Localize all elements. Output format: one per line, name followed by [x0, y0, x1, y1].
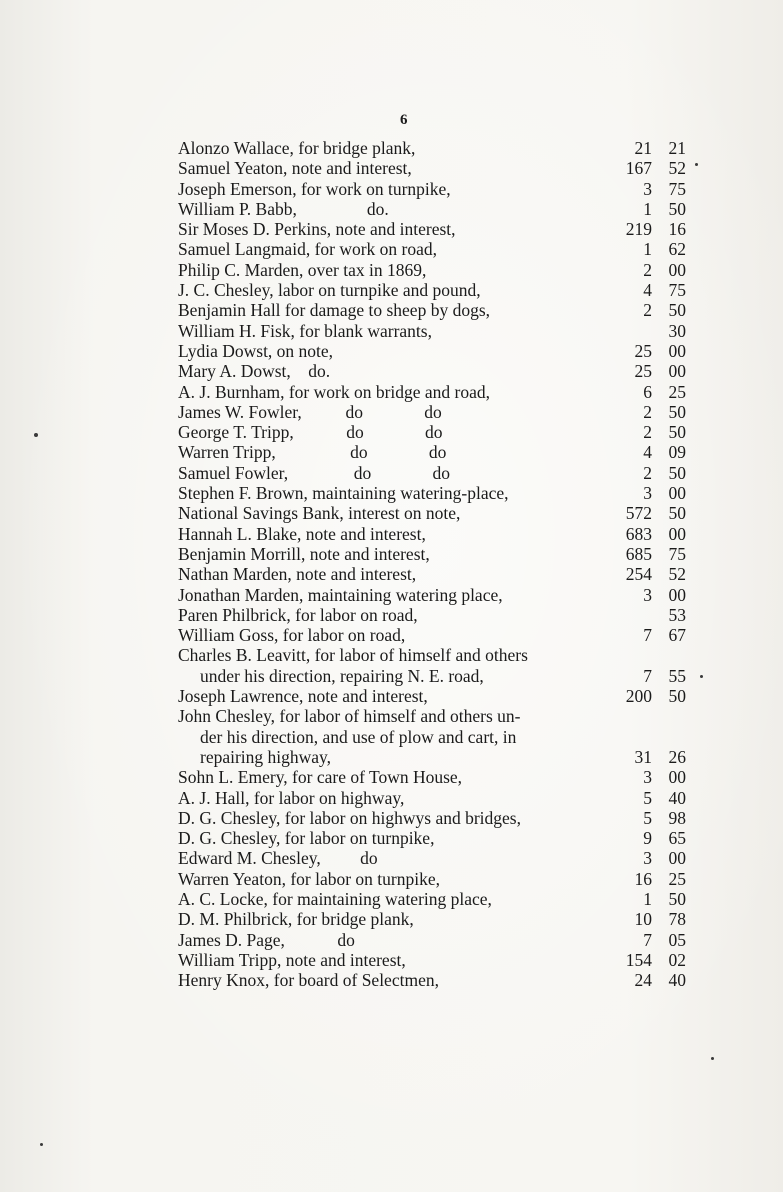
ledger-row: [178, 463, 688, 483]
entry-cents: 26: [668, 746, 686, 767]
entry-cents: 02: [668, 949, 686, 970]
entry-dollars: 2: [643, 401, 652, 422]
entry-cents: 00: [668, 848, 686, 869]
ledger-row: [178, 442, 688, 462]
entry-description: George T. Tripp, do do: [178, 422, 443, 443]
entry-description: Samuel Fowler, do do: [178, 462, 450, 483]
entry-description: under his direction, repairing N. E. road,: [200, 665, 484, 686]
entry-dollars: 7: [643, 929, 652, 950]
entry-dollars: 31: [634, 746, 652, 767]
ledger-row: [178, 260, 688, 280]
entry-cents: 50: [668, 686, 686, 707]
ledger-row: [178, 138, 688, 158]
entry-description: A. J. Burnham, for work on bridge and road,: [178, 381, 491, 402]
entry-description: der his direction, and use of plow and cart, in: [200, 726, 517, 747]
entry-dollars: 5: [643, 787, 652, 808]
entry-cents: 50: [668, 462, 686, 483]
entry-cents: 75: [668, 178, 686, 199]
ledger-row: [178, 605, 688, 625]
entry-description: Warren Yeaton, for labor on turnpike,: [178, 868, 440, 889]
entry-dollars: 1: [643, 239, 652, 260]
entry-dollars: 2: [643, 259, 652, 280]
entry-dollars: 24: [634, 970, 652, 991]
page-number: 6: [400, 112, 408, 128]
ledger-row: [178, 848, 688, 868]
entry-cents: 25: [668, 381, 686, 402]
entry-dollars: 6: [643, 381, 652, 402]
ledger-row: [178, 666, 688, 686]
entry-cents: 40: [668, 787, 686, 808]
entry-cents: 50: [668, 401, 686, 422]
entry-cents: 78: [668, 909, 686, 930]
entry-dollars: 7: [643, 665, 652, 686]
entry-cents: 00: [668, 259, 686, 280]
entry-cents: 50: [668, 503, 686, 524]
ledger-row: [178, 950, 688, 970]
ledger-row: [178, 179, 688, 199]
entry-description: Philip C. Marden, over tax in 1869,: [178, 259, 427, 280]
entry-dollars: 2: [643, 300, 652, 321]
entry-dollars: 5: [643, 807, 652, 828]
ledger-row: [178, 869, 688, 889]
ledger-row: [178, 199, 688, 219]
entry-cents: 16: [668, 219, 686, 240]
entry-cents: 67: [668, 625, 686, 646]
entry-cents: 00: [668, 483, 686, 504]
entry-description: Joseph Lawrence, note and interest,: [178, 686, 428, 707]
entry-description: Benjamin Hall for damage to sheep by dogs,: [178, 300, 491, 321]
entry-cents: 00: [668, 361, 686, 382]
ledger-row: [178, 239, 688, 259]
entry-description: Mary A. Dowst, do.: [178, 361, 331, 382]
ledger-row: [178, 585, 688, 605]
entry-description: William H. Fisk, for blank warrants,: [178, 320, 432, 341]
entry-cents: 65: [668, 828, 686, 849]
ledger-row: [178, 544, 688, 564]
ink-speck: [40, 1143, 43, 1146]
ledger-row: [178, 564, 688, 584]
ledger-row: [178, 727, 688, 747]
ink-speck: [711, 1057, 714, 1060]
ledger-row: [178, 625, 688, 645]
entry-description: Warren Tripp, do do: [178, 442, 447, 463]
entry-cents: 09: [668, 442, 686, 463]
entry-dollars: 167: [625, 158, 652, 179]
ledger-row: [178, 382, 688, 402]
entry-cents: 50: [668, 422, 686, 443]
entry-description: James D. Page, do: [178, 929, 355, 950]
entry-description: Hannah L. Blake, note and interest,: [178, 523, 426, 544]
entry-description: Stephen F. Brown, maintaining watering-place,: [178, 483, 509, 504]
entry-dollars: 21: [634, 138, 652, 158]
entry-cents: 30: [668, 320, 686, 341]
entry-description: D. G. Chesley, for labor on turnpike,: [178, 828, 435, 849]
ledger-row: [178, 889, 688, 909]
entry-dollars: 3: [643, 178, 652, 199]
entry-dollars: 4: [643, 280, 652, 301]
ledger-row: [178, 280, 688, 300]
entry-dollars: 1: [643, 888, 652, 909]
ledger-row: [178, 747, 688, 767]
ledger-row: [178, 158, 688, 178]
entry-dollars: 3: [643, 584, 652, 605]
entry-cents: 25: [668, 868, 686, 889]
entry-dollars: 254: [625, 564, 652, 585]
entry-description: William Tripp, note and interest,: [178, 949, 406, 970]
ledger-row: [178, 300, 688, 320]
entry-dollars: 1: [643, 198, 652, 219]
entry-description: A. C. Locke, for maintaining watering place,: [178, 888, 492, 909]
entry-dollars: 2: [643, 422, 652, 443]
entry-cents: 75: [668, 280, 686, 301]
entry-cents: 62: [668, 239, 686, 260]
entry-description: Edward M. Chesley, do: [178, 848, 378, 869]
entry-description: A. J. Hall, for labor on highway,: [178, 787, 405, 808]
ledger-row: [178, 321, 688, 341]
entry-dollars: 3: [643, 767, 652, 788]
ink-speck: [700, 675, 703, 678]
entry-cents: 21: [668, 138, 686, 158]
entry-description: Samuel Yeaton, note and interest,: [178, 158, 412, 179]
entry-description: Benjamin Morrill, note and interest,: [178, 543, 430, 564]
ledger-row: [178, 483, 688, 503]
entry-cents: 52: [668, 564, 686, 585]
entry-description: Charles B. Leavitt, for labor of himself and others: [178, 645, 528, 666]
ledger-row: [178, 970, 688, 990]
ledger-row: [178, 706, 688, 726]
entry-description: J. C. Chesley, labor on turnpike and pound,: [178, 280, 481, 301]
ledger-row: [178, 808, 688, 828]
ledger-row: [178, 686, 688, 706]
entry-dollars: 685: [625, 543, 652, 564]
entry-dollars: 9: [643, 828, 652, 849]
ledger-row: [178, 930, 688, 950]
entry-dollars: 10: [634, 909, 652, 930]
entry-dollars: 2: [643, 462, 652, 483]
ledger-list: [178, 138, 688, 990]
entry-description: repairing highway,: [200, 746, 332, 767]
ledger-row: [178, 341, 688, 361]
entry-description: National Savings Bank, interest on note,: [178, 503, 461, 524]
entry-dollars: 219: [625, 219, 652, 240]
entry-dollars: 154: [625, 949, 652, 970]
ink-speck: [34, 433, 38, 437]
entry-cents: 55: [668, 665, 686, 686]
ledger-row: [178, 422, 688, 442]
entry-dollars: 3: [643, 848, 652, 869]
ledger-row: [178, 645, 688, 665]
entry-cents: 75: [668, 543, 686, 564]
ledger-row: [178, 828, 688, 848]
entry-description: D. G. Chesley, for labor on highwys and bridges,: [178, 807, 521, 828]
entry-description: Sohn L. Emery, for care of Town House,: [178, 767, 463, 788]
entry-cents: 00: [668, 767, 686, 788]
entry-cents: 40: [668, 970, 686, 991]
entry-dollars: 3: [643, 483, 652, 504]
entry-dollars: 4: [643, 442, 652, 463]
entry-description: Henry Knox, for board of Selectmen,: [178, 970, 439, 991]
entry-description: William P. Babb, do.: [178, 198, 389, 219]
ledger-row: [178, 909, 688, 929]
entry-description: James W. Fowler, do do: [178, 401, 442, 422]
entry-cents: 50: [668, 888, 686, 909]
entry-cents: 00: [668, 584, 686, 605]
entry-dollars: 683: [625, 523, 652, 544]
entry-dollars: 16: [634, 868, 652, 889]
entry-dollars: 7: [643, 625, 652, 646]
ledger-row: [178, 361, 688, 381]
entry-cents: 00: [668, 523, 686, 544]
entry-dollars: 25: [634, 340, 652, 361]
entry-description: Alonzo Wallace, for bridge plank,: [178, 138, 416, 158]
entry-description: John Chesley, for labor of himself and others un-: [178, 706, 521, 727]
ledger-row: [178, 219, 688, 239]
ledger-row: [178, 767, 688, 787]
entry-cents: 53: [668, 604, 686, 625]
entry-cents: 00: [668, 340, 686, 361]
entry-description: Lydia Dowst, on note,: [178, 340, 334, 361]
entry-dollars: 200: [625, 686, 652, 707]
entry-dollars: 572: [625, 503, 652, 524]
entry-description: William Goss, for labor on road,: [178, 625, 406, 646]
entry-description: Joseph Emerson, for work on turnpike,: [178, 178, 451, 199]
ledger-row: [178, 524, 688, 544]
entry-description: Samuel Langmaid, for work on road,: [178, 239, 438, 260]
ledger-row: [178, 503, 688, 523]
entry-cents: 50: [668, 198, 686, 219]
entry-description: Paren Philbrick, for labor on road,: [178, 604, 418, 625]
entry-cents: 05: [668, 929, 686, 950]
entry-description: D. M. Philbrick, for bridge plank,: [178, 909, 414, 930]
ledger-row: [178, 788, 688, 808]
ledger-row: [178, 402, 688, 422]
entry-cents: 52: [668, 158, 686, 179]
entry-dollars: 25: [634, 361, 652, 382]
entry-description: Jonathan Marden, maintaining watering place,: [178, 584, 503, 605]
ink-speck: [695, 163, 698, 166]
entry-description: Sir Moses D. Perkins, note and interest,: [178, 219, 456, 240]
entry-description: Nathan Marden, note and interest,: [178, 564, 417, 585]
entry-cents: 98: [668, 807, 686, 828]
entry-cents: 50: [668, 300, 686, 321]
